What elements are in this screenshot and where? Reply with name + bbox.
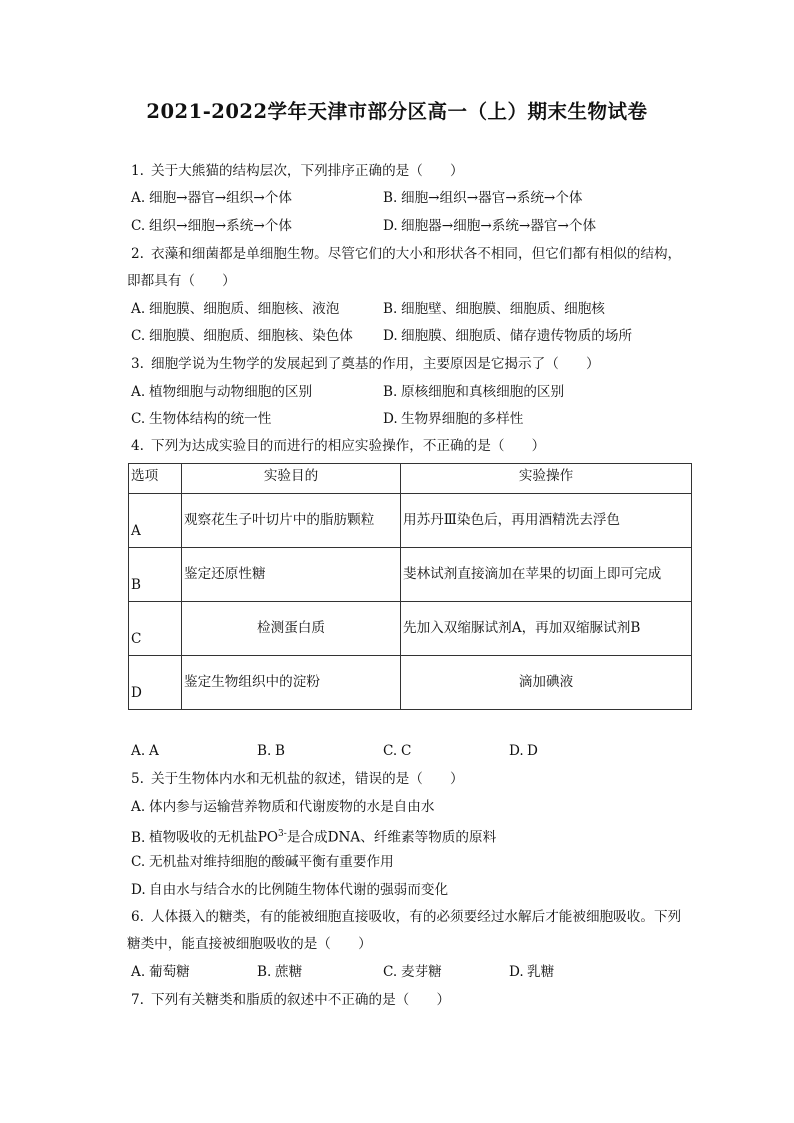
question-2: 2. 衣藻和细菌都是单细胞生物。尽管它们的大小和形状各不相同，但它们都有相似的结构， (131, 246, 682, 262)
exam-title: 2021-2022学年天津市部分区高一（上）期末生物试卷 (146, 100, 648, 123)
option-d[interactable]: D. 细胞膜、细胞质、储存遗传物质的场所 (383, 328, 633, 344)
question-2-options-row-1 (131, 299, 695, 319)
option-b[interactable]: B. 细胞→组织→器官→系统→个体 (383, 190, 583, 206)
table-cell-operation: 先加入双缩脲试剂A，再加双缩脲试剂B (401, 602, 692, 656)
table-cell-option: D (129, 656, 182, 710)
option-b[interactable]: B. 植物吸收的无机盐$PO^{3-}$是合成DNA、纤维素等物质的原料 (131, 829, 497, 846)
table-row (129, 602, 692, 656)
option-c[interactable]: C. 无机盐对维持细胞的酸碱平衡有重要作用 (131, 854, 394, 870)
question-2-options-row-2 (131, 326, 695, 346)
option-a[interactable]: A. 细胞→器官→组织→个体 (131, 190, 292, 206)
question-5: 5. 关于生物体内水和无机盐的叙述，错误的是（ ） (131, 771, 464, 787)
option-c[interactable]: C. 细胞膜、细胞质、细胞核、染色体 (131, 328, 353, 344)
option-c[interactable]: C. 组织→细胞→系统→个体 (131, 218, 292, 234)
table-cell-goal: 鉴定还原性糖 (182, 548, 401, 602)
option-a[interactable]: A. 体内参与运输营养物质和代谢废物的水是自由水 (131, 799, 435, 815)
question-2-continuation: 即都具有（ ） (127, 273, 236, 289)
option-d[interactable]: D. 细胞器→细胞→系统→器官→个体 (383, 218, 597, 234)
option-a[interactable]: A. A (131, 743, 159, 759)
table-header-cell: 实验操作 (401, 464, 692, 494)
option-a[interactable]: A. 细胞膜、细胞质、细胞核、液泡 (131, 301, 340, 317)
question-6-options-row (131, 962, 695, 982)
table-row (129, 656, 692, 710)
option-d[interactable]: D. 生物界细胞的多样性 (383, 411, 524, 427)
option-b[interactable]: B. 原核细胞和真核细胞的区别 (383, 384, 565, 400)
option-c[interactable]: C. C (383, 743, 412, 759)
table-cell-operation: 用苏丹Ⅲ染色后，再用酒精洗去浮色 (401, 494, 692, 548)
table-cell-goal: 观察花生子叶切片中的脂肪颗粒 (182, 494, 401, 548)
table-cell-option: A (129, 494, 182, 548)
table-cell-operation: 斐林试剂直接滴加在苹果的切面上即可完成 (401, 548, 692, 602)
table-cell-goal: 检测蛋白质 (182, 602, 401, 656)
option-b[interactable]: B. B (257, 743, 285, 759)
question-4-options-row (131, 741, 695, 761)
question-3: 3. 细胞学说为生物学的发展起到了奠基的作用，主要原因是它揭示了（ ） (131, 356, 600, 372)
table-row (129, 548, 692, 602)
table-row (129, 494, 692, 548)
table-cell-option: C (129, 602, 182, 656)
option-d[interactable]: D. 自由水与结合水的比例随生物体代谢的强弱而变化 (131, 882, 449, 898)
question-4: 4. 下列为达成实验目的而进行的相应实验操作，不正确的是（ ） (131, 438, 546, 454)
question-1: 1. 关于大熊猫的结构层次，下列排序正确的是（ ） (131, 163, 464, 179)
option-d[interactable]: D. 乳糖 (509, 964, 555, 980)
question-3-options-row-2 (131, 409, 695, 429)
question-3-options-row-1 (131, 382, 695, 402)
option-a[interactable]: A. 植物细胞与动物细胞的区别 (131, 384, 313, 400)
table-header-row (129, 464, 692, 494)
question-6-continuation: 糖类中，能直接被细胞吸收的是（ ） (127, 936, 372, 952)
question-1-options-row-2 (131, 216, 695, 236)
table-cell-option: B (129, 548, 182, 602)
question-6: 6. 人体摄入的糖类，有的能被细胞直接吸收，有的必须要经过水解后才能被细胞吸收。下列 (131, 909, 682, 925)
experiment-table (128, 463, 692, 710)
option-b[interactable]: B. 细胞壁、细胞膜、细胞质、细胞核 (383, 301, 605, 317)
option-c[interactable]: C. 麦芽糖 (383, 964, 442, 980)
table-cell-operation: 滴加碘液 (401, 656, 692, 710)
table-header-cell: 实验目的 (182, 464, 401, 494)
question-7: 7. 下列有关糖类和脂质的叙述中不正确的是（ ） (131, 992, 451, 1008)
option-a[interactable]: A. 葡萄糖 (131, 964, 190, 980)
table-header-cell: 选项 (129, 464, 182, 494)
option-d[interactable]: D. D (509, 743, 538, 759)
question-1-options-row-1 (131, 188, 695, 208)
table-cell-goal: 鉴定生物组织中的淀粉 (182, 656, 401, 710)
option-b[interactable]: B. 蔗糖 (257, 964, 303, 980)
option-c[interactable]: C. 生物体结构的统一性 (131, 411, 272, 427)
